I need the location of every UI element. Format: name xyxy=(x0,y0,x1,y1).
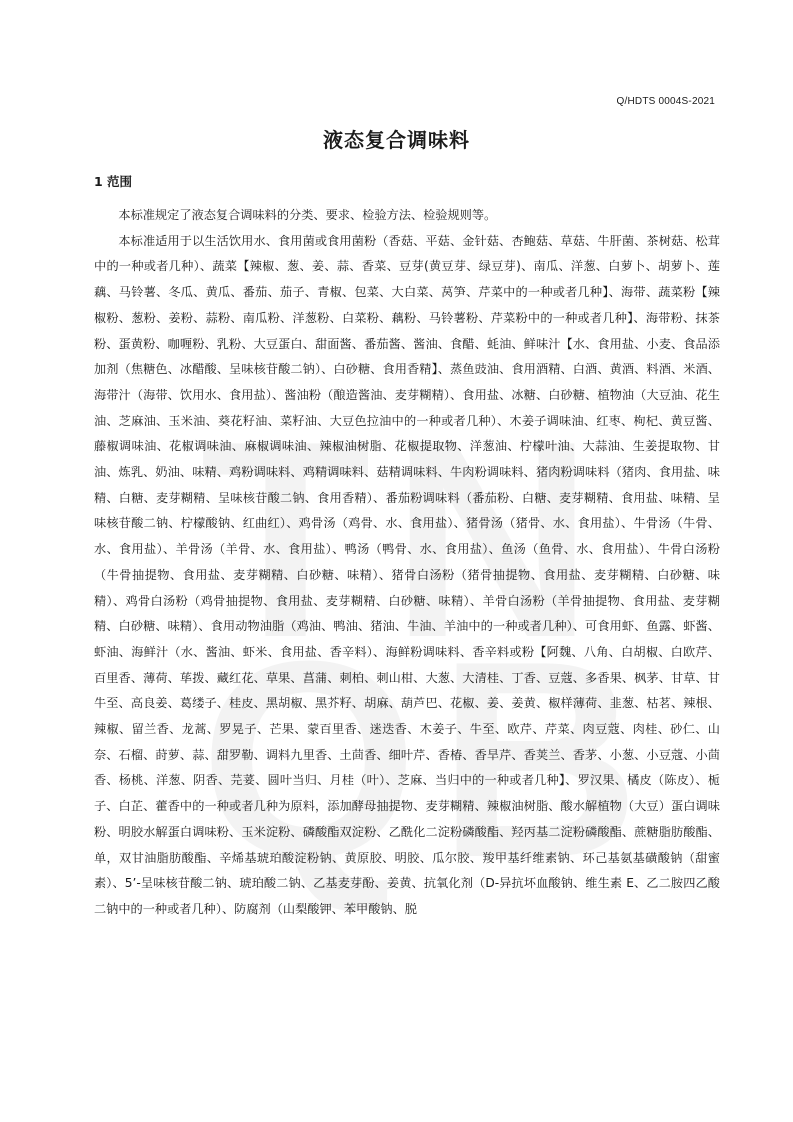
section-heading: 1 范围 xyxy=(94,174,133,189)
paragraph: 本标准适用于以生活饮用水、食用菌或食用菌粉（香菇、平菇、金针菇、杏鲍菇、草菇、牛肝菌、茶树菇、松茸中的一种或者几种）、蔬菜【辣椒、葱、姜、蒜、香菜、豆芽(黄豆芽、绿豆芽)、南瓜、洋葱、白萝卜、胡萝卜、莲藕、马铃薯、冬瓜、黄瓜、番茄、茄子、青椒、包菜、大白菜、莴笋、芹菜中的一种或者几种】、海带、蔬菜粉【辣椒粉、葱粉、姜粉、蒜粉、南瓜粉、洋葱粉、白菜粉、藕粉、马铃薯粉、芹菜粉中的一种或者几种】、海带粉、抹茶粉、蛋黄粉、咖喱粉、乳粉、大豆蛋白、甜面酱、番茄酱、酱油、食醋、蚝油、鲜味汁【水、食用盐、小麦、食品添加剂（焦糖色、冰醋酸、呈味核苷酸二钠）、白砂糖、食用香精】、蒸鱼豉油、食用酒精、白酒、黄酒、料酒、米酒、海带汁（海带、饮用水、食用盐）、酱油粉（酿造酱油、麦芽糊精）、食用盐、冰糖、白砂糖、植物油（大豆油、花生油、芝麻油、玉米油、葵花籽油、菜籽油、大豆色拉油中的一种或者几种）、木姜子调味油、红枣、枸杞、黄豆酱、藤椒调味油、花椒调味油、麻椒调味油、辣椒油树脂、花椒提取物、洋葱油、柠檬叶油、大蒜油、生姜提取物、甘油、炼乳、奶油、味精、鸡粉调味料、鸡精调味料、菇精调味料、牛肉粉调味料、猪肉粉调味料（猪肉、食用盐、味精、白糖、麦芽糊精、呈味核苷酸二钠、食用香精）、番茄粉调味料（番茄粉、白糖、麦芽糊精、食用盐、味精、呈味核苷酸二钠、柠檬酸钠、红曲红）、鸡骨汤（鸡骨、水、食用盐）、猪骨汤（猪骨、水、食用盐）、牛骨汤（牛骨、水、食用盐）、羊骨汤（羊骨、水、食用盐）、鸭汤（鸭骨、水、食用盐）、鱼汤（鱼骨、水、食用盐）、牛骨白汤粉（牛骨抽提物、食用盐、麦芽糊精、白砂糖、味精）、猪骨白汤粉（猪骨抽提物、食用盐、麦芽糊精、白砂糖、味精）、鸡骨白汤粉（鸡骨抽提物、食用盐、麦芽糊精、白砂糖、味精）、羊骨白汤粉（羊骨抽提物、食用盐、麦芽糊精、白砂糖、味精）、食用动物油脂（鸡油、鸭油、猪油、牛油、羊油中的一种或者几种）、可食用虾、鱼露、虾酱、虾油、海鲜汁（水、酱油、虾米、食用盐、香辛料）、海鲜粉调味料、香辛料或粉【阿魏、八角、白胡椒、白欧芹、百里香、薄荷、荜拨、藏红花、草果、菖蒲、刺柏、刺山柑、大葱、大清桂、丁香、豆蔻、多香果、枫茅、甘草、甘牛至、高良姜、葛缕子、桂皮、黑胡椒、黑芥籽、胡麻、葫芦巴、花椒、姜、姜黄、椒样薄荷、韭葱、枯茗、辣根、辣椒、留兰香、龙蒿、罗晃子、芒果、蒙百里香、迷迭香、木姜子、牛至、欧芹、芹菜、肉豆蔻、肉桂、砂仁、山奈、石榴、莳萝、蒜、甜罗勒、调料九里香、土茴香、细叶芹、香椿、香旱芹、香荚兰、香茅、小葱、小豆蔻、小茴香、杨桃、洋葱、阴香、芫荽、圆叶当归、月桂（叶）、芝麻、当归中的一种或者几种】、罗汉果、橘皮（陈皮）、栀子、白芷、藿香中的一种或者几种为原料，添加酵母抽提物、麦芽糊精、辣椒油树脂、酸水解植物（大豆）蛋白调味粉、明胶水解蛋白调味粉、玉米淀粉、磷酸酯双淀粉、乙酰化二淀粉磷酸酯、羟丙基二淀粉磷酸酯、蔗糖脂肪酸酯、单，双甘油脂肪酸酯、辛烯基琥珀酸淀粉钠、黄原胶、明胶、瓜尔胶、羧甲基纤维素钠、环己基氨基磺酸钠（甜蜜素）、5’-呈味核苷酸二钠、琥珀酸二钠、乙基麦芽酚、姜黄、抗氧化剂（D-异抗坏血酸钠、维生素 E、乙二胺四乙酸二钠中的一种或者几种）、防腐剂（山梨酸钾、苯甲酸钠、脱 xyxy=(94,233,720,916)
paragraph: 本标准规定了液态复合调味料的分类、要求、检验方法、检验规则等。 xyxy=(118,208,497,222)
body-text xyxy=(94,203,720,923)
standard-code: Q/HDTS 0004S-2021 xyxy=(616,96,715,107)
document-title: 液态复合调味料 xyxy=(323,128,470,152)
